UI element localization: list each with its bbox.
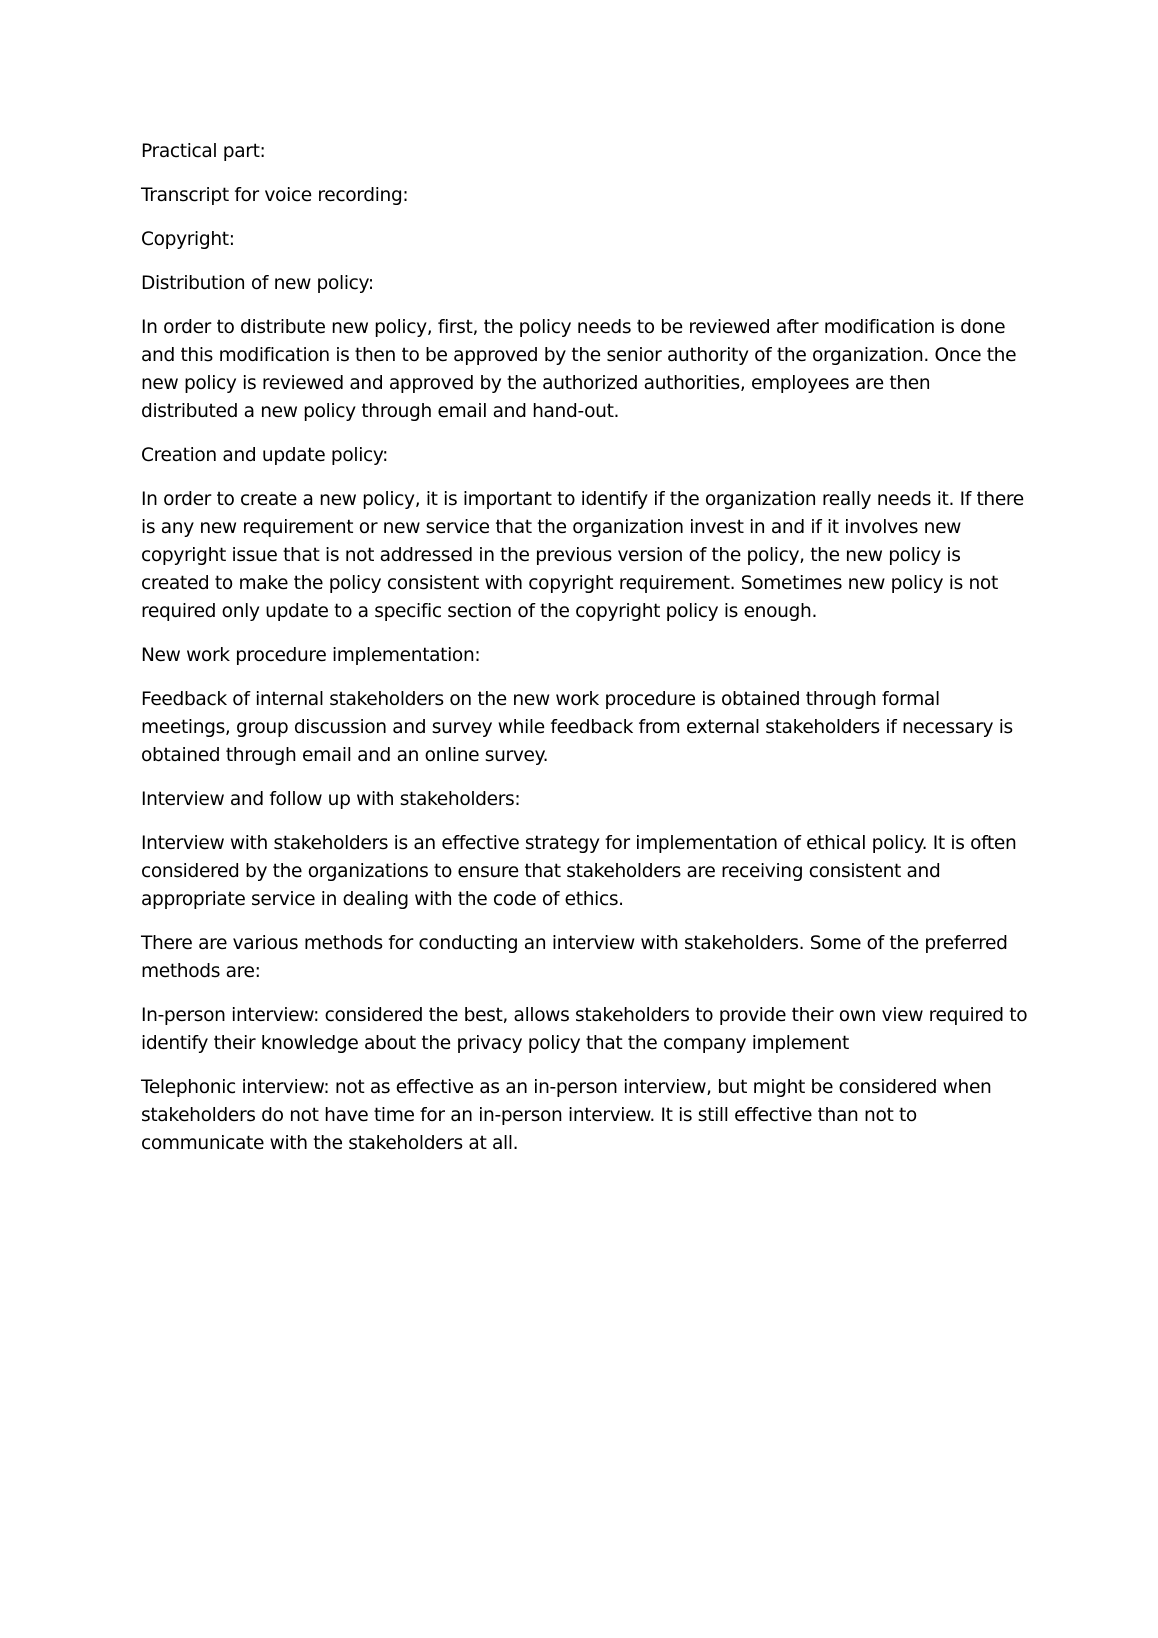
heading-practical-part: Practical part: bbox=[141, 141, 266, 162]
paragraph-distribution: In order to distribute new policy, first, the policy needs to be reviewed after modification is done and this modification is then to be approved by the senior authority of the organization. Once the new policy is reviewed and approved by the authorized authorities, employees are then distributed a new policy through email and hand-out. bbox=[141, 317, 1017, 422]
document-body bbox=[141, 138, 1031, 1174]
heading-copyright: Copyright: bbox=[141, 229, 235, 250]
paragraph-telephonic: Telephonic interview: not as effective as an in-person interview, but might be considered when stakeholders do not have time for an in-person interview. It is still effective than not to communicate with the stakeholders at all. bbox=[141, 1077, 992, 1154]
heading-interview: Interview and follow up with stakeholders: bbox=[141, 789, 521, 810]
heading-distribution: Distribution of new policy: bbox=[141, 273, 374, 294]
heading-work-procedure: New work procedure implementation: bbox=[141, 645, 481, 666]
heading-transcript: Transcript for voice recording: bbox=[141, 185, 409, 206]
paragraph-interview: Interview with stakeholders is an effective strategy for implementation of ethical policy. It is often considered by the organizations to ensure that stakeholders are receiving consistent and appropriate service in dealing with the code of ethics. bbox=[141, 833, 1017, 910]
paragraph-work-procedure: Feedback of internal stakeholders on the new work procedure is obtained through formal meetings, group discussion and survey while feedback from external stakeholders if necessary is obtained through email and an online survey. bbox=[141, 689, 1013, 766]
heading-creation-update: Creation and update policy: bbox=[141, 445, 389, 466]
paragraph-in-person: In-person interview: considered the best, allows stakeholders to provide their own view required to identify their knowledge about the privacy policy that the company implement bbox=[141, 1005, 1028, 1054]
paragraph-methods: There are various methods for conducting an interview with stakeholders. Some of the preferred methods are: bbox=[141, 933, 1008, 982]
paragraph-creation-update: In order to create a new policy, it is important to identify if the organization really needs it. If there is any new requirement or new service that the organization invest in and if it involves new copyright issue that is not addressed in the previous version of the policy, the new policy is created to make the policy consistent with copyright requirement. Sometimes new policy is not required only update to a specific section of the copyright policy is enough. bbox=[141, 489, 1024, 622]
